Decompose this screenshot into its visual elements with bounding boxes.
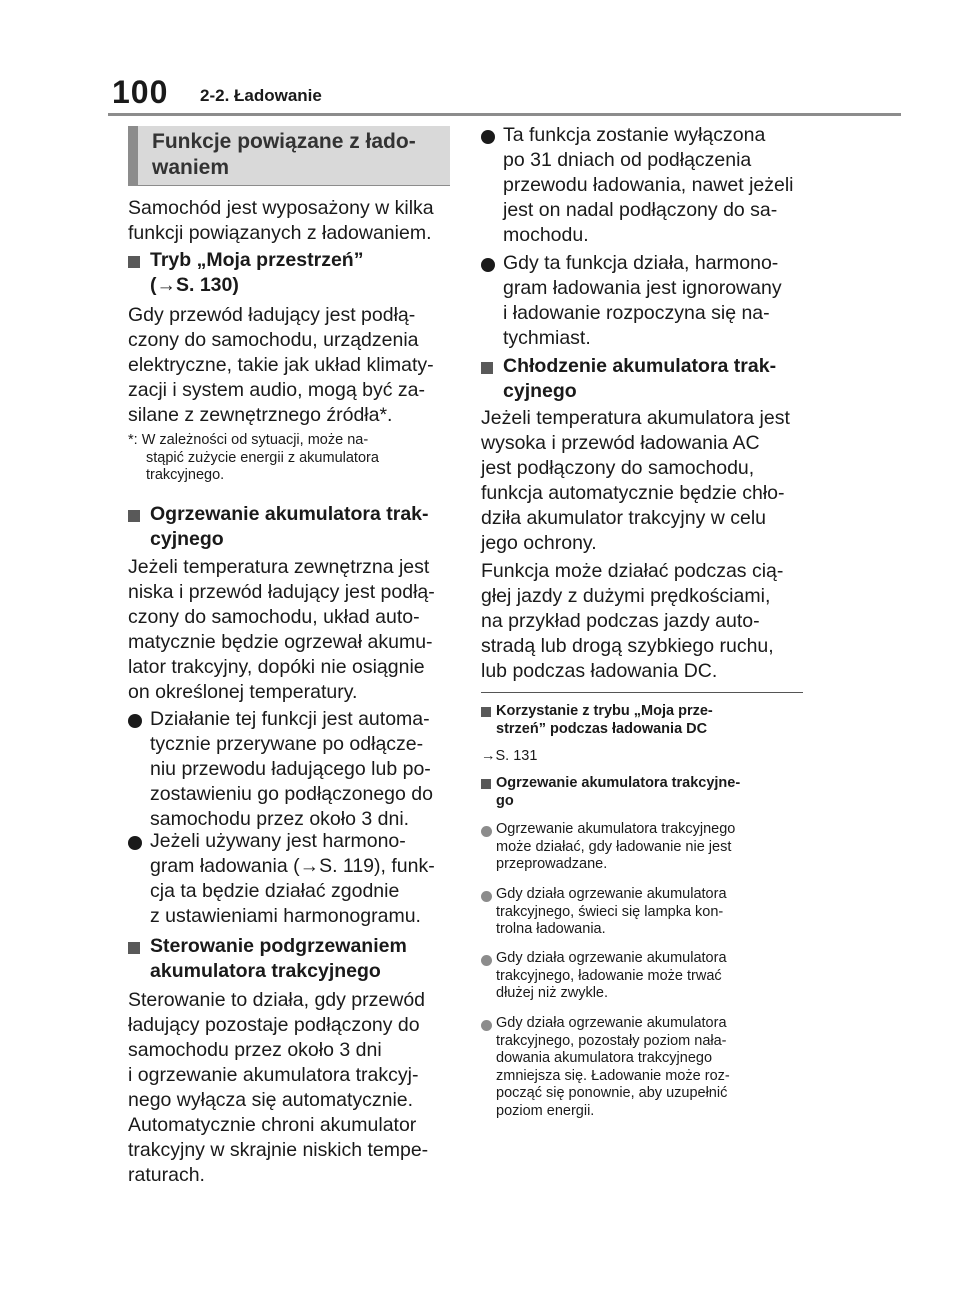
heading-battery-heating: Ogrzewanie akumulatora trak- cyjnego	[150, 503, 429, 550]
bullet-icon	[481, 1020, 492, 1031]
heading-my-space: Tryb „Moja przestrzeń” (→S. 130)	[150, 249, 364, 296]
bullet-icon	[128, 836, 142, 850]
paragraph-battery-heating: Jeżeli temperatura zewnętrzna jest niska i przewód ładujący jest podłą- czony do samochodu, układ auto- matycznie będzie ogrzewał akumu- lator trakcyjny, dopóki nie osiągnie on określonej temperatury.	[128, 556, 435, 703]
intro-paragraph: Samochód jest wyposażony w kilka funkcji powiązanych z ładowaniem.	[128, 197, 434, 244]
section-title: 2-2. Ładowanie	[200, 86, 322, 105]
note-marker-icon	[481, 707, 491, 717]
bullet-icon	[481, 130, 495, 144]
note-heading-dc: Korzystanie z trybu „Moja prze- strzeń” podczas ładowania DC	[496, 703, 713, 737]
note-ref-link[interactable]: →S. 131	[481, 748, 538, 764]
note-marker-icon	[481, 779, 491, 789]
bullet-icon	[481, 258, 495, 272]
section-marker-icon	[128, 256, 140, 268]
bullet-31-days: Ta funkcja zostanie wyłączona po 31 dniach od podłączenia przewodu ładowania, nawet jeżeli jest on nadal podłączony do sa- mochodu.	[503, 124, 794, 246]
bullet-icon	[481, 826, 492, 837]
bullet-icon	[481, 891, 492, 902]
bullet-icon	[481, 955, 492, 966]
bullet-schedule: Jeżeli używany jest harmono- gram ładowania (→S. 119), funk- cja ta będzie działać zgodnie z ustawieniami harmonogramu.	[150, 830, 435, 927]
heading-battery-cooling: Chłodzenie akumulatora trak- cyjnego	[503, 355, 777, 402]
notes-divider	[481, 692, 803, 693]
page-number: 100	[112, 74, 169, 110]
note-item-1: Ogrzewanie akumulatora trakcyjnego może działać, gdy ładowanie nie jest przeprowadzane.	[496, 821, 736, 872]
bullet-auto-stop: Działanie tej funkcji jest automa- tycznie przerywane po odłącze- niu przewodu ładującego lub po- zostawieniu go podłączonego do samochodu przez około 3 dni.	[150, 708, 433, 830]
note-item-3: Gdy działa ogrzewanie akumulatora trakcyjnego, ładowanie może trwać dłużej niż zwykle.	[496, 950, 727, 1001]
note-item-4: Gdy działa ogrzewanie akumulatora trakcyjnego, pozostały poziom nała- dowania akumulatora trakcyjnego zmniejsza się. Ładowanie może roz- począć się ponownie, aby uzupełnić poziom energii.	[496, 1015, 730, 1119]
topic-heading: Funkcje powiązane z łado- waniem	[152, 130, 416, 179]
bullet-schedule-ignored: Gdy ta funkcja działa, harmono- gram ładowania jest ignorowany i ładowanie rozpoczyna się na- tychmiast.	[503, 252, 782, 349]
paragraph-battery-cooling: Jeżeli temperatura akumulatora jest wysoka i przewód ładowania AC jest podłączony do samochodu, funkcja automatycznie będzie chło- dziła akumulator trakcyjny w celu jego ochrony.	[481, 407, 790, 554]
section-marker-icon	[481, 362, 493, 374]
topic-heading-box	[128, 126, 450, 186]
section-marker-icon	[128, 942, 140, 954]
paragraph-my-space: Gdy przewód ładujący jest podłą- czony do samochodu, urządzenia elektryczne, takie jak układ klimaty- zacji i system audio, mogą być za- silane z zewnętrznego źródła*.	[128, 304, 434, 426]
section-marker-icon	[128, 510, 140, 522]
paragraph-cooling-driving: Funkcja może działać podczas cią- głej jazdy z dużymi prędkościami, na przykład podczas jazdy auto- stradą lub drogą szybkiego ruchu, lub podczas ładowania DC.	[481, 560, 784, 682]
bullet-icon	[128, 714, 142, 728]
note-heading-heating: Ogrzewanie akumulatora trakcyjne- go	[496, 775, 741, 809]
header-rule	[108, 113, 901, 116]
footnote: *: W zależności od sytuacji, może na- stąpić zużycie energii z akumulatora trakcyjnego.	[128, 432, 379, 483]
note-item-2: Gdy działa ogrzewanie akumulatora trakcyjnego, świeci się lampka kon- trolna ładowania.	[496, 886, 727, 937]
heading-heating-control: Sterowanie podgrzewaniem akumulatora trakcyjnego	[150, 935, 407, 982]
paragraph-heating-control: Sterowanie to działa, gdy przewód ładujący pozostaje podłączony do samochodu przez około 3 dni i ogrzewanie akumulatora trakcyj- nego wyłącza się automatycznie. Automatycznie chroni akumulator trakcyjny w skrajnie niskich tempe- raturach.	[128, 989, 429, 1186]
